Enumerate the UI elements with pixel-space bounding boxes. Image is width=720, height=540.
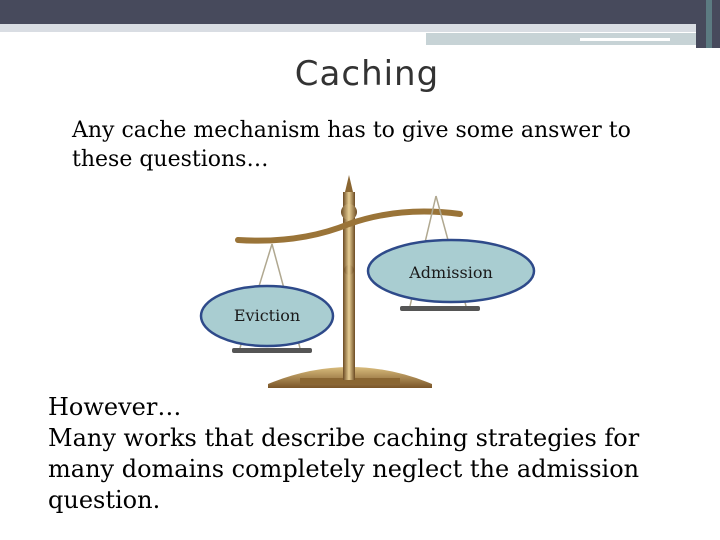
conclusion-line: However… <box>48 393 182 421</box>
intro-text: Any cache mechanism has to give some answer to these questions… <box>72 118 631 172</box>
eviction-bubble <box>201 286 333 346</box>
scale-column <box>341 175 357 380</box>
admission-bubble <box>368 240 534 302</box>
conclusion-text <box>48 392 688 516</box>
eviction-label: Eviction <box>233 306 301 325</box>
conclusion-line: many domains completely neglect the admission <box>48 455 640 483</box>
slide-title: Caching <box>294 54 440 94</box>
admission-label: Admission <box>409 263 493 282</box>
conclusion-line: question. <box>48 486 161 514</box>
left-pan <box>232 348 312 353</box>
right-pan <box>400 306 480 311</box>
conclusion-line: Many works that describe caching strategies for <box>48 424 640 452</box>
